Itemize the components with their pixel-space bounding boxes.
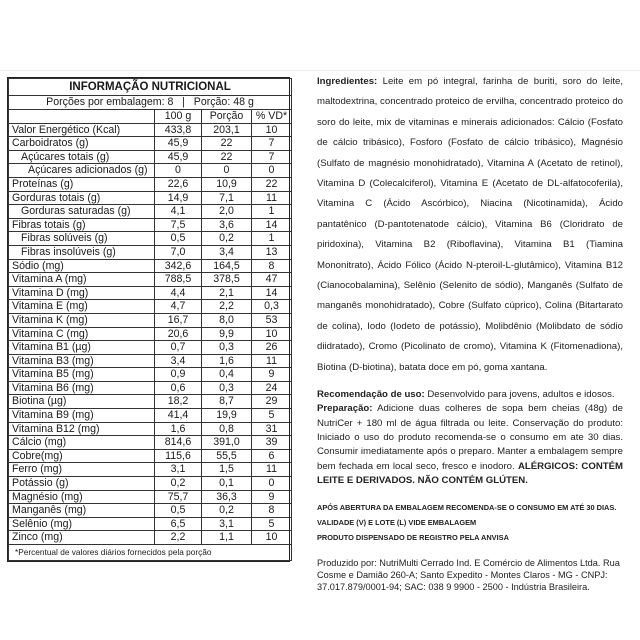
nutrient-name: Vitamina B12 (mg)	[9, 422, 155, 436]
nutrient-name: Manganês (mg)	[9, 504, 155, 518]
value-per-portion: 2,2	[202, 300, 252, 314]
nutrient-name: Vitamina B6 (mg)	[9, 381, 155, 395]
value-per-100g: 4,4	[155, 286, 202, 300]
nutrient-row	[9, 137, 292, 151]
value-per-portion: 0,2	[202, 232, 252, 246]
value-per-portion: 3,4	[202, 245, 252, 259]
value-per-100g: 0	[155, 164, 202, 178]
preparation-text: Adicione duas colheres de sopa bem cheias (48g) de NutriCer + 180 ml de água filtrada ou leite. Conservação do produto: Iniciado o uso do produto recomenda-se o consumo em ate 30 dias. Consumir imediatamente após o preparo. Manter a embalagem sempre bem fechada em local seco, fresco e inodoro.	[317, 403, 623, 472]
nutrient-name: Carboidratos (g)	[9, 137, 155, 151]
nutrition-table-body	[9, 123, 292, 544]
nutrient-name: Vitamina B1 (µg)	[9, 341, 155, 355]
nutrient-name: Fibras totais (g)	[9, 218, 155, 232]
daily-value-percent: 0,3	[252, 300, 292, 314]
nutrition-table-title: INFORMAÇÃO NUTRICIONAL	[9, 79, 292, 96]
value-per-100g: 4,1	[155, 205, 202, 219]
daily-value-percent: 5	[252, 409, 292, 423]
nutrient-name: Vitamina A (mg)	[9, 273, 155, 287]
nutrient-row	[9, 354, 292, 368]
value-per-100g: 3,1	[155, 463, 202, 477]
daily-value-percent: 7	[252, 137, 292, 151]
value-per-portion: 8,0	[202, 313, 252, 327]
nutrient-row	[9, 490, 292, 504]
value-per-100g: 45,9	[155, 150, 202, 164]
nutrient-name: Vitamina K (mg)	[9, 313, 155, 327]
daily-value-percent: 8	[252, 504, 292, 518]
nutrient-row	[9, 422, 292, 436]
nutrient-name: Selênio (mg)	[9, 517, 155, 531]
nutrient-name: Magnésio (mg)	[9, 490, 155, 504]
value-per-portion: 7,1	[202, 191, 252, 205]
value-per-100g: 1,6	[155, 422, 202, 436]
value-per-100g: 16,7	[155, 313, 202, 327]
top-divider	[0, 70, 640, 71]
nutrient-name: Fibras solúveis (g)	[9, 232, 155, 246]
value-per-100g: 3,4	[155, 354, 202, 368]
nutrient-row	[9, 517, 292, 531]
nutrient-row	[9, 477, 292, 491]
nutrient-name: Proteínas (g)	[9, 177, 155, 191]
value-per-portion: 378,5	[202, 273, 252, 287]
nutrient-row	[9, 232, 292, 246]
value-per-100g: 0,9	[155, 368, 202, 382]
preparation-label: Preparação:	[317, 403, 373, 415]
nutrient-row	[9, 409, 292, 423]
notice-after-opening: APÓS ABERTURA DA EMBALAGEM RECOMENDA-SE O CONSUMO EM ATÉ 30 DIAS.	[317, 503, 617, 513]
value-per-portion: 1,5	[202, 463, 252, 477]
notices-section	[317, 500, 623, 545]
usage-section	[317, 388, 623, 488]
nutrient-name: Valor Energético (Kcal)	[9, 123, 155, 137]
daily-value-percent: 10	[252, 531, 292, 545]
value-per-100g: 22,6	[155, 177, 202, 191]
daily-value-percent: 14	[252, 286, 292, 300]
daily-value-percent: 13	[252, 245, 292, 259]
nutrient-row	[9, 286, 292, 300]
value-per-portion: 2,0	[202, 205, 252, 219]
nutrient-row	[9, 245, 292, 259]
nutrient-row	[9, 341, 292, 355]
value-per-portion: 0,1	[202, 477, 252, 491]
ingredients-label: Ingredientes:	[317, 76, 378, 87]
daily-value-percent: 0	[252, 477, 292, 491]
value-per-portion: 22	[202, 150, 252, 164]
value-per-100g: 75,7	[155, 490, 202, 504]
nutrient-name: Vitamina B5 (mg)	[9, 368, 155, 382]
daily-value-percent: 0	[252, 164, 292, 178]
daily-value-percent: 9	[252, 368, 292, 382]
daily-value-percent: 11	[252, 191, 292, 205]
notice-anvisa: PRODUTO DISPENSADO DE REGISTRO PELA ANVISA	[317, 533, 509, 543]
nutrient-row	[9, 381, 292, 395]
value-per-100g: 45,9	[155, 137, 202, 151]
nutrient-name: Vitamina B3 (mg)	[9, 354, 155, 368]
nutrient-name: Vitamina D (mg)	[9, 286, 155, 300]
daily-value-percent: 29	[252, 395, 292, 409]
nutrient-row	[9, 327, 292, 341]
daily-value-percent: 39	[252, 436, 292, 450]
daily-value-percent: 11	[252, 354, 292, 368]
ingredients-text: Leite em pó integral, farinha de buriti, soro do leite, maltodextrina, concentrado proteico de ervilha, concentrado proteico do soro do leite, mix de vitaminas e minerais adicionados: Cálcio (Fosfato de cálcio tribásico), Fosforo (Fosfato de cálcio tribásico), Magnésio (Sulfato de magnésio monohidratado), Vitamina A (Acetato de retinol), Vitamina D (Colecalciferol), Vitamina E (Acetato de DL-alfatocoferila), Vitamina C (Ácido Ascórbico), Niacina (Nicotinamida), Ácido pantatênico (D-pantotenatode cálcio), Vitamina B6 (Cloridrato de piridoxina), Vitamina B2 (Riboflavina), Vitamina B1 (Tiamina Mononitrato), Ácido Fólico (Ácido N-pteroil-L-glutâmico), Vitamina B12 (Cianocobalamina), Selênio (Selenito de sódio), Manganês (Sulfato de manganês monohidratado), Cobre (Sulfato cúprico), Colina (Bitartarato de colina), Iodo (Iodeto de potássio), Molibdênio (Molibdato de sódio diidratado), Cromo (Picolinato de cromo), Vitamina K (Fitomenadiona), Biotina (D-biotina), batata doce em pó, goma xantana.	[317, 76, 623, 373]
column-header-vd: % VD*	[252, 110, 292, 124]
nutrient-row	[9, 218, 292, 232]
value-per-100g: 7,5	[155, 218, 202, 232]
nutrient-name: Ferro (mg)	[9, 463, 155, 477]
value-per-100g: 6,5	[155, 517, 202, 531]
nutrient-name: Vitamina E (mg)	[9, 300, 155, 314]
value-per-100g: 788,5	[155, 273, 202, 287]
value-per-100g: 4,7	[155, 300, 202, 314]
nutrient-name: Gorduras totais (g)	[9, 191, 155, 205]
column-header-portion: Porção	[202, 110, 252, 124]
value-per-portion: 203,1	[202, 123, 252, 137]
nutrient-name: Açúcares totais (g)	[9, 150, 155, 164]
value-per-portion: 1,1	[202, 531, 252, 545]
nutrient-row	[9, 395, 292, 409]
value-per-100g: 115,6	[155, 449, 202, 463]
nutrient-row	[9, 177, 292, 191]
label-text-panel	[317, 72, 623, 602]
nutrient-row	[9, 463, 292, 477]
daily-value-percent: 7	[252, 150, 292, 164]
nutrient-row	[9, 259, 292, 273]
value-per-portion: 8,7	[202, 395, 252, 409]
nutrient-row	[9, 531, 292, 545]
value-per-100g: 14,9	[155, 191, 202, 205]
value-per-portion: 9,9	[202, 327, 252, 341]
value-per-100g: 0,5	[155, 504, 202, 518]
daily-value-percent: 1	[252, 232, 292, 246]
nutrient-row	[9, 123, 292, 137]
value-per-portion: 0,3	[202, 341, 252, 355]
nutrition-facts-table	[7, 77, 290, 562]
daily-value-percent: 1	[252, 205, 292, 219]
value-per-portion: 3,1	[202, 517, 252, 531]
daily-value-percent: 11	[252, 463, 292, 477]
nutrient-row	[9, 164, 292, 178]
daily-value-percent: 47	[252, 273, 292, 287]
nutrient-name: Fibras insolúveis (g)	[9, 245, 155, 259]
value-per-portion: 0,8	[202, 422, 252, 436]
value-per-portion: 19,9	[202, 409, 252, 423]
value-per-portion: 1,6	[202, 354, 252, 368]
value-per-portion: 36,3	[202, 490, 252, 504]
ingredients-section	[317, 72, 623, 378]
value-per-100g: 7,0	[155, 245, 202, 259]
daily-value-percent: 6	[252, 449, 292, 463]
daily-value-percent: 10	[252, 327, 292, 341]
allergen-warning: ALÉRGICOS: CONTÉM LEITE E DERIVADOS. NÃO CONTÉM GLÚTEN.	[317, 460, 624, 486]
value-per-portion: 0,3	[202, 381, 252, 395]
table-footnote: *Percentual de valores diários fornecidos pela porção	[9, 545, 292, 561]
value-per-portion: 22	[202, 137, 252, 151]
nutrient-row	[9, 449, 292, 463]
daily-value-percent: 10	[252, 123, 292, 137]
value-per-portion: 0,4	[202, 368, 252, 382]
value-per-portion: 10,9	[202, 177, 252, 191]
value-per-portion: 55,5	[202, 449, 252, 463]
nutrient-row	[9, 313, 292, 327]
value-per-100g: 18,2	[155, 395, 202, 409]
daily-value-percent: 26	[252, 341, 292, 355]
nutrient-name: Zinco (mg)	[9, 531, 155, 545]
nutrient-row	[9, 273, 292, 287]
portions-info: Porções por embalagem: 8 | Porção: 48 g	[9, 96, 292, 110]
value-per-100g: 41,4	[155, 409, 202, 423]
daily-value-percent: 31	[252, 422, 292, 436]
value-per-portion: 3,6	[202, 218, 252, 232]
daily-value-percent: 8	[252, 259, 292, 273]
daily-value-percent: 22	[252, 177, 292, 191]
column-header-label	[9, 110, 155, 124]
value-per-100g: 0,5	[155, 232, 202, 246]
daily-value-percent: 24	[252, 381, 292, 395]
value-per-100g: 2,2	[155, 531, 202, 545]
value-per-100g: 814,6	[155, 436, 202, 450]
value-per-portion: 0,2	[202, 504, 252, 518]
value-per-portion: 0	[202, 164, 252, 178]
value-per-portion: 164,5	[202, 259, 252, 273]
nutrient-row	[9, 300, 292, 314]
nutrient-name: Cálcio (mg)	[9, 436, 155, 450]
nutrient-name: Biotina (µg)	[9, 395, 155, 409]
nutrient-name: Cobre(mg)	[9, 449, 155, 463]
notice-validity-lot: VALIDADE (V) E LOTE (L) VIDE EMBALAGEM	[317, 518, 477, 528]
daily-value-percent: 9	[252, 490, 292, 504]
daily-value-percent: 14	[252, 218, 292, 232]
nutrient-name: Açúcares adicionados (g)	[9, 164, 155, 178]
nutrient-name: Vitamina B9 (mg)	[9, 409, 155, 423]
nutrient-row	[9, 191, 292, 205]
nutrient-row	[9, 205, 292, 219]
column-header-100g: 100 g	[155, 110, 202, 124]
nutrient-name: Sódio (mg)	[9, 259, 155, 273]
value-per-100g: 20,6	[155, 327, 202, 341]
value-per-100g: 342,6	[155, 259, 202, 273]
value-per-100g: 433,8	[155, 123, 202, 137]
value-per-100g: 0,7	[155, 341, 202, 355]
nutrient-row	[9, 368, 292, 382]
nutrient-row	[9, 504, 292, 518]
value-per-100g: 0,2	[155, 477, 202, 491]
daily-value-percent: 53	[252, 313, 292, 327]
nutrient-name: Vitamina C (mg)	[9, 327, 155, 341]
nutrient-row	[9, 150, 292, 164]
recommendation-text: Desenvolvido para jovens, adultos e idosos.	[424, 389, 615, 401]
recommendation-label: Recomendação de uso:	[317, 389, 425, 401]
value-per-100g: 0,6	[155, 381, 202, 395]
producer-info: Produzido por: NutriMulti Cerrado Ind. E Comércio de Alimentos Ltda. Rua Cosme e Damião 260-A; Santo Expedito - Montes Claros - MG - CNPJ: 37.017.879/0001-94; SAC: 038 9 9900 - 2500 - Indústria Brasileira.	[317, 558, 620, 593]
nutrient-row	[9, 436, 292, 450]
nutrient-name: Gorduras saturadas (g)	[9, 205, 155, 219]
value-per-portion: 391,0	[202, 436, 252, 450]
nutrient-name: Potássio (g)	[9, 477, 155, 491]
daily-value-percent: 5	[252, 517, 292, 531]
value-per-portion: 2,1	[202, 286, 252, 300]
